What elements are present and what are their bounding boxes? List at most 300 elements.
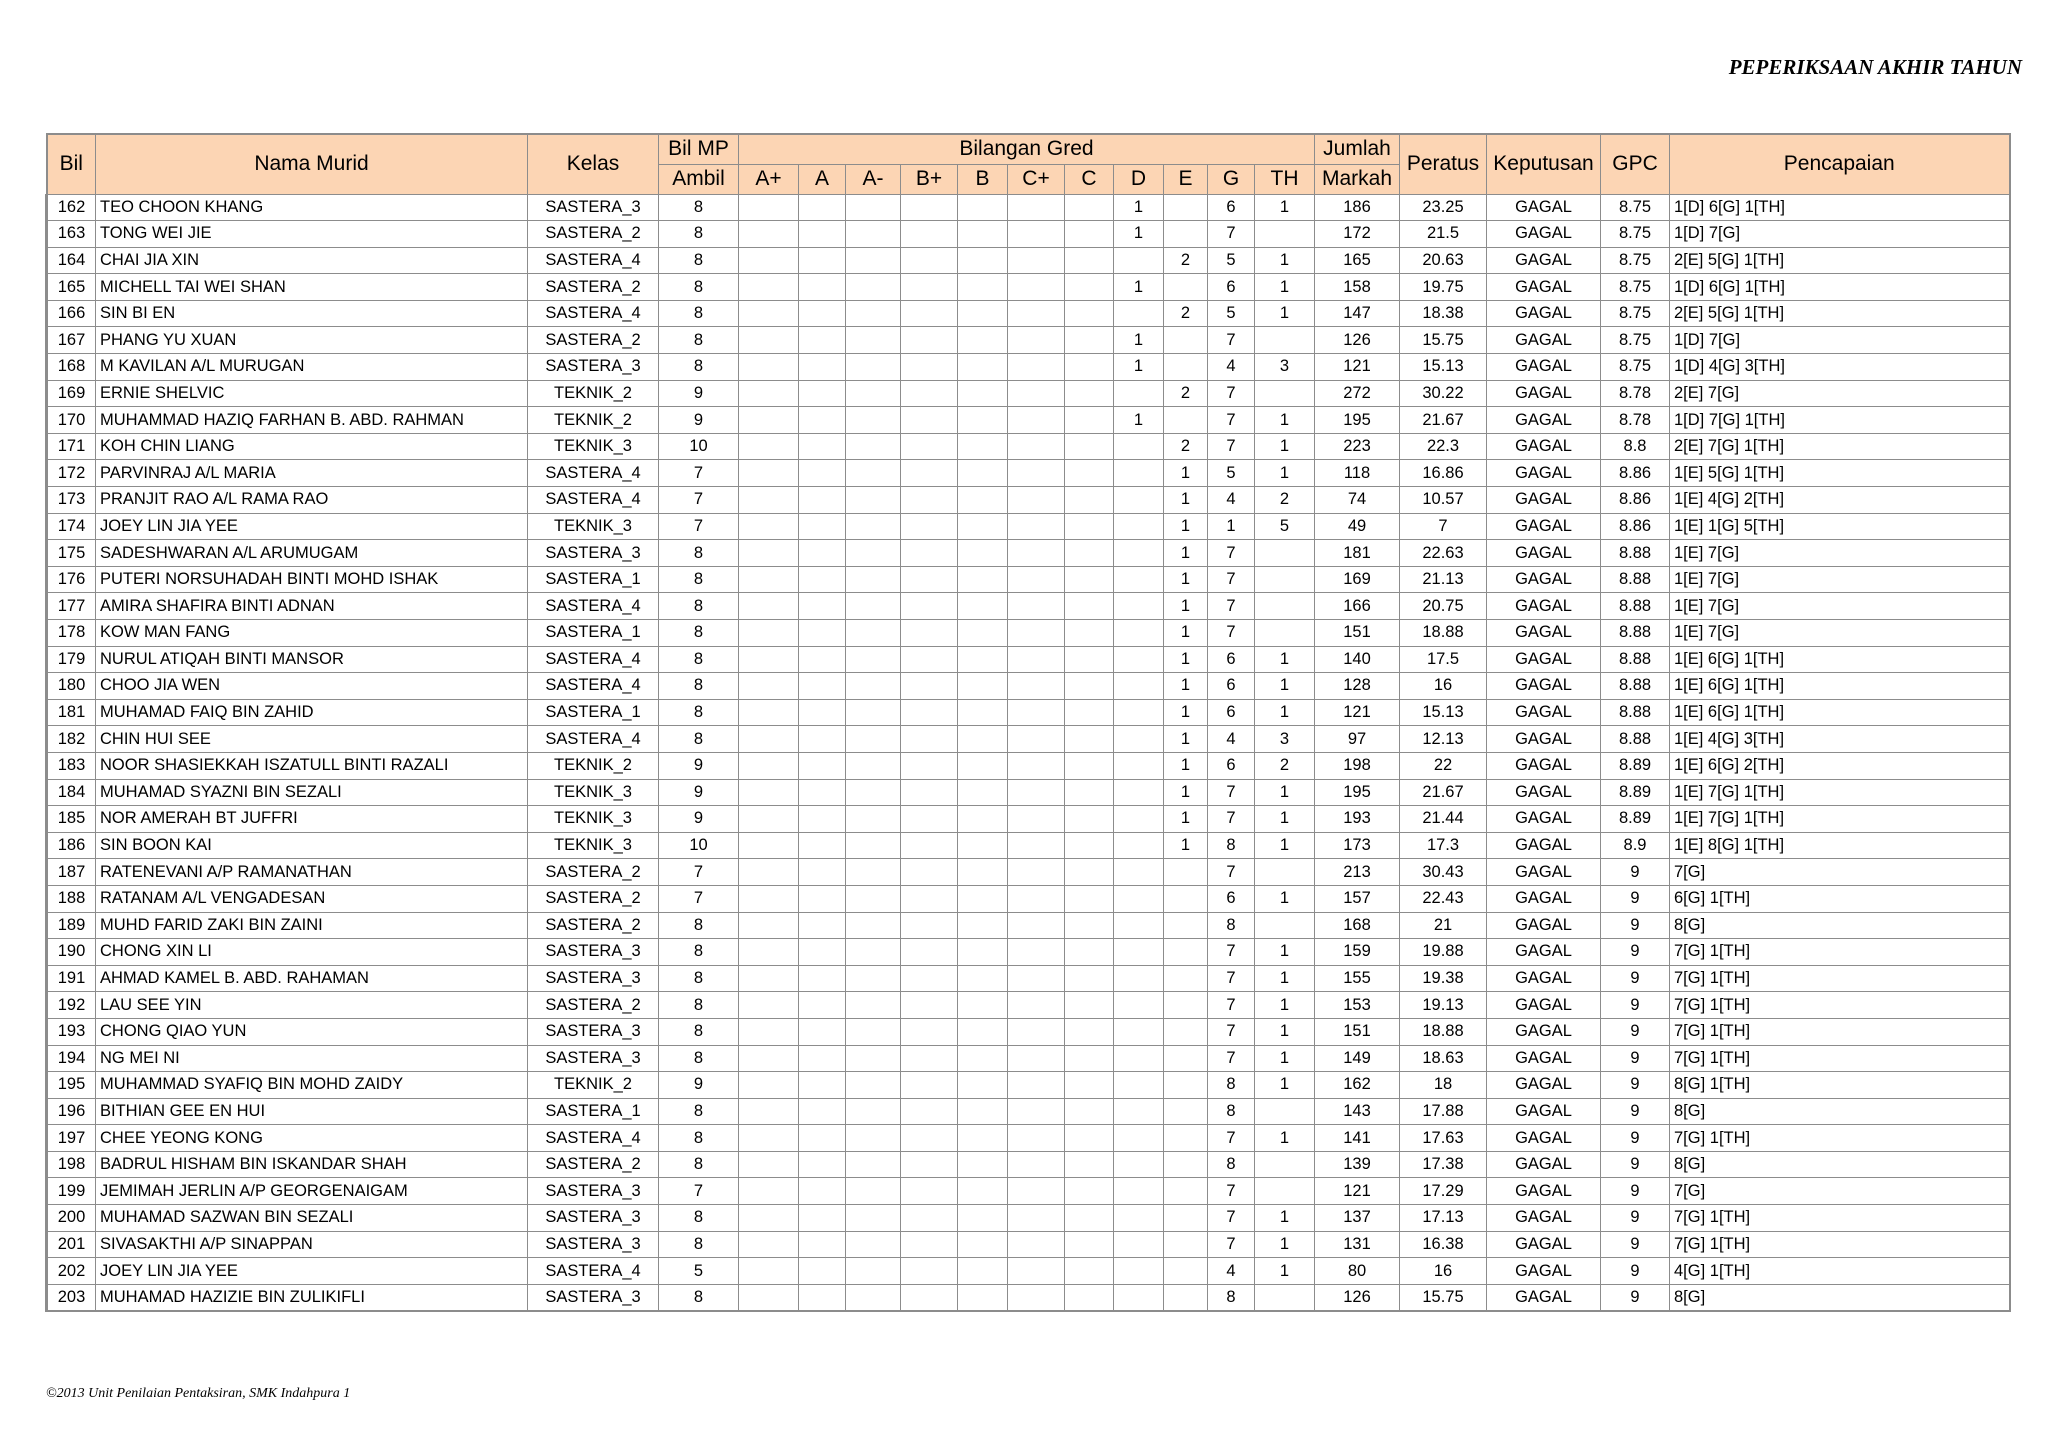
cell-g-c — [1065, 274, 1114, 301]
cell-bilmp: 5 — [659, 1258, 739, 1285]
cell-g-aminus — [846, 1125, 901, 1152]
cell-g-e — [1164, 939, 1208, 966]
cell-peratus: 15.75 — [1400, 327, 1487, 354]
cell-g-d — [1114, 646, 1164, 673]
cell-g-b — [958, 247, 1008, 274]
cell-gpc: 8.86 — [1601, 513, 1670, 540]
cell-peratus: 7 — [1400, 513, 1487, 540]
col-header-bilangan-gred: Bilangan Gred — [739, 134, 1315, 164]
cell-g-cplus — [1008, 699, 1065, 726]
cell-g-aminus — [846, 593, 901, 620]
cell-nama: CHAI JIA XIN — [96, 247, 528, 274]
cell-g-th: 1 — [1255, 779, 1315, 806]
cell-pencapaian: 1[E] 7[G] — [1670, 540, 2010, 567]
cell-g-aminus — [846, 513, 901, 540]
cell-jumlah: 168 — [1315, 912, 1400, 939]
cell-g-g: 7 — [1208, 1231, 1255, 1258]
cell-kelas: SASTERA_2 — [528, 912, 659, 939]
cell-g-e: 1 — [1164, 460, 1208, 487]
cell-g-g: 5 — [1208, 247, 1255, 274]
cell-g-th: 1 — [1255, 300, 1315, 327]
cell-g-cplus — [1008, 300, 1065, 327]
cell-peratus: 10.57 — [1400, 487, 1487, 514]
cell-pencapaian: 1[D] 6[G] 1[TH] — [1670, 194, 2010, 221]
cell-g-e — [1164, 1178, 1208, 1205]
cell-pencapaian: 7[G] 1[TH] — [1670, 992, 2010, 1019]
cell-nama: PUTERI NORSUHADAH BINTI MOHD ISHAK — [96, 566, 528, 593]
cell-nama: SIN BI EN — [96, 300, 528, 327]
cell-keputusan: GAGAL — [1487, 806, 1601, 833]
cell-gpc: 8.89 — [1601, 752, 1670, 779]
cell-bilmp: 8 — [659, 1018, 739, 1045]
cell-g-c — [1065, 407, 1114, 434]
cell-jumlah: 118 — [1315, 460, 1400, 487]
cell-gpc: 8.88 — [1601, 540, 1670, 567]
cell-bil: 190 — [47, 939, 96, 966]
cell-g-e — [1164, 194, 1208, 221]
cell-pencapaian: 1[E] 6[G] 1[TH] — [1670, 699, 2010, 726]
table-row — [47, 726, 2010, 753]
cell-jumlah: 193 — [1315, 806, 1400, 833]
cell-g-cplus — [1008, 620, 1065, 647]
cell-keputusan: GAGAL — [1487, 1178, 1601, 1205]
cell-g-aminus — [846, 327, 901, 354]
cell-g-b — [958, 327, 1008, 354]
cell-pencapaian: 1[E] 4[G] 3[TH] — [1670, 726, 2010, 753]
cell-keputusan: GAGAL — [1487, 752, 1601, 779]
cell-bilmp: 8 — [659, 221, 739, 248]
cell-g-e: 1 — [1164, 779, 1208, 806]
cell-g-aplus — [739, 1072, 799, 1099]
cell-g-g: 7 — [1208, 779, 1255, 806]
cell-g-a — [799, 912, 846, 939]
cell-g-aplus — [739, 354, 799, 381]
cell-peratus: 18.38 — [1400, 300, 1487, 327]
cell-bil: 198 — [47, 1151, 96, 1178]
cell-g-g: 8 — [1208, 1072, 1255, 1099]
cell-g-cplus — [1008, 859, 1065, 886]
cell-g-cplus — [1008, 194, 1065, 221]
cell-g-g: 7 — [1208, 859, 1255, 886]
cell-g-bplus — [901, 487, 958, 514]
cell-pencapaian: 1[E] 4[G] 2[TH] — [1670, 487, 2010, 514]
cell-g-th: 1 — [1255, 407, 1315, 434]
cell-g-d — [1114, 832, 1164, 859]
cell-g-g: 6 — [1208, 646, 1255, 673]
cell-g-aplus — [739, 274, 799, 301]
cell-peratus: 16.38 — [1400, 1231, 1487, 1258]
cell-kelas: SASTERA_4 — [528, 300, 659, 327]
cell-g-e — [1164, 1284, 1208, 1311]
cell-g-cplus — [1008, 752, 1065, 779]
cell-g-b — [958, 513, 1008, 540]
cell-g-aplus — [739, 460, 799, 487]
cell-pencapaian: 1[D] 7[G] — [1670, 327, 2010, 354]
cell-g-c — [1065, 965, 1114, 992]
cell-g-bplus — [901, 221, 958, 248]
cell-keputusan: GAGAL — [1487, 992, 1601, 1019]
cell-kelas: SASTERA_1 — [528, 1098, 659, 1125]
cell-g-a — [799, 726, 846, 753]
cell-nama: MUHAMAD SYAZNI BIN SEZALI — [96, 779, 528, 806]
cell-g-d — [1114, 885, 1164, 912]
cell-pencapaian: 1[E] 7[G] 1[TH] — [1670, 779, 2010, 806]
cell-bilmp: 8 — [659, 646, 739, 673]
col-header-grade: C+ — [1008, 164, 1065, 194]
cell-g-e: 1 — [1164, 673, 1208, 700]
cell-keputusan: GAGAL — [1487, 726, 1601, 753]
cell-nama: AHMAD KAMEL B. ABD. RAHAMAN — [96, 965, 528, 992]
cell-g-aplus — [739, 1018, 799, 1045]
cell-jumlah: 140 — [1315, 646, 1400, 673]
cell-g-d — [1114, 1231, 1164, 1258]
cell-pencapaian: 7[G] 1[TH] — [1670, 1231, 2010, 1258]
cell-gpc: 9 — [1601, 1125, 1670, 1152]
cell-g-aminus — [846, 1284, 901, 1311]
cell-g-d — [1114, 433, 1164, 460]
cell-g-aminus — [846, 354, 901, 381]
cell-jumlah: 137 — [1315, 1205, 1400, 1232]
cell-gpc: 8.88 — [1601, 726, 1670, 753]
cell-keputusan: GAGAL — [1487, 620, 1601, 647]
col-header-peratus: Peratus — [1400, 134, 1487, 194]
cell-g-c — [1065, 300, 1114, 327]
cell-g-g: 7 — [1208, 1178, 1255, 1205]
col-header-grade: G — [1208, 164, 1255, 194]
cell-g-b — [958, 433, 1008, 460]
cell-g-e: 1 — [1164, 699, 1208, 726]
cell-jumlah: 97 — [1315, 726, 1400, 753]
cell-g-e — [1164, 885, 1208, 912]
cell-gpc: 8.75 — [1601, 247, 1670, 274]
cell-g-b — [958, 1072, 1008, 1099]
cell-g-aplus — [739, 407, 799, 434]
cell-g-b — [958, 1258, 1008, 1285]
cell-g-a — [799, 380, 846, 407]
cell-g-cplus — [1008, 1231, 1065, 1258]
cell-keputusan: GAGAL — [1487, 699, 1601, 726]
cell-g-a — [799, 965, 846, 992]
cell-jumlah: 162 — [1315, 1072, 1400, 1099]
cell-bilmp: 8 — [659, 912, 739, 939]
cell-g-cplus — [1008, 912, 1065, 939]
cell-g-d — [1114, 566, 1164, 593]
cell-g-d — [1114, 380, 1164, 407]
cell-g-e: 1 — [1164, 593, 1208, 620]
cell-kelas: SASTERA_3 — [528, 194, 659, 221]
cell-gpc: 8.75 — [1601, 221, 1670, 248]
cell-gpc: 8.8 — [1601, 433, 1670, 460]
cell-jumlah: 80 — [1315, 1258, 1400, 1285]
cell-g-g: 6 — [1208, 752, 1255, 779]
cell-jumlah: 121 — [1315, 354, 1400, 381]
cell-gpc: 8.88 — [1601, 699, 1670, 726]
table-row — [47, 221, 2010, 248]
cell-g-a — [799, 699, 846, 726]
cell-keputusan: GAGAL — [1487, 1045, 1601, 1072]
cell-peratus: 22.43 — [1400, 885, 1487, 912]
cell-g-aminus — [846, 1098, 901, 1125]
cell-g-aminus — [846, 566, 901, 593]
cell-g-b — [958, 1284, 1008, 1311]
cell-g-e — [1164, 912, 1208, 939]
cell-bil: 186 — [47, 832, 96, 859]
cell-keputusan: GAGAL — [1487, 832, 1601, 859]
cell-g-bplus — [901, 593, 958, 620]
cell-g-bplus — [901, 1231, 958, 1258]
table-row — [47, 354, 2010, 381]
table-row — [47, 752, 2010, 779]
cell-jumlah: 153 — [1315, 992, 1400, 1019]
cell-g-th: 1 — [1255, 274, 1315, 301]
cell-g-b — [958, 221, 1008, 248]
cell-g-th: 3 — [1255, 354, 1315, 381]
cell-g-d — [1114, 1072, 1164, 1099]
cell-bilmp: 8 — [659, 540, 739, 567]
cell-jumlah: 157 — [1315, 885, 1400, 912]
cell-keputusan: GAGAL — [1487, 1125, 1601, 1152]
cell-g-bplus — [901, 699, 958, 726]
table-row — [47, 912, 2010, 939]
cell-bilmp: 8 — [659, 1151, 739, 1178]
cell-g-cplus — [1008, 487, 1065, 514]
cell-nama: NG MEI NI — [96, 1045, 528, 1072]
cell-peratus: 20.75 — [1400, 593, 1487, 620]
cell-gpc: 9 — [1601, 1258, 1670, 1285]
table-row — [47, 1205, 2010, 1232]
cell-pencapaian: 2[E] 5[G] 1[TH] — [1670, 300, 2010, 327]
cell-bilmp: 8 — [659, 1045, 739, 1072]
cell-kelas: SASTERA_3 — [528, 965, 659, 992]
cell-bil: 183 — [47, 752, 96, 779]
cell-g-th: 1 — [1255, 1072, 1315, 1099]
cell-bilmp: 8 — [659, 1231, 739, 1258]
cell-bil: 189 — [47, 912, 96, 939]
cell-g-b — [958, 1125, 1008, 1152]
col-header-pencapaian: Pencapaian — [1670, 134, 2010, 194]
cell-nama: BITHIAN GEE EN HUI — [96, 1098, 528, 1125]
cell-nama: MICHELL TAI WEI SHAN — [96, 274, 528, 301]
cell-g-b — [958, 460, 1008, 487]
cell-g-aplus — [739, 1205, 799, 1232]
cell-g-aminus — [846, 832, 901, 859]
cell-g-bplus — [901, 806, 958, 833]
cell-pencapaian: 8[G] — [1670, 1151, 2010, 1178]
cell-nama: PARVINRAJ A/L MARIA — [96, 460, 528, 487]
cell-g-bplus — [901, 939, 958, 966]
cell-nama: NOR AMERAH BT JUFFRI — [96, 806, 528, 833]
cell-g-c — [1065, 380, 1114, 407]
cell-g-b — [958, 1231, 1008, 1258]
cell-g-th: 1 — [1255, 939, 1315, 966]
cell-g-b — [958, 859, 1008, 886]
cell-g-c — [1065, 1258, 1114, 1285]
cell-g-b — [958, 1018, 1008, 1045]
cell-g-e — [1164, 992, 1208, 1019]
cell-gpc: 9 — [1601, 965, 1670, 992]
cell-bil: 195 — [47, 1072, 96, 1099]
cell-kelas: TEKNIK_2 — [528, 752, 659, 779]
cell-kelas: SASTERA_3 — [528, 1178, 659, 1205]
cell-keputusan: GAGAL — [1487, 460, 1601, 487]
cell-g-c — [1065, 620, 1114, 647]
cell-keputusan: GAGAL — [1487, 912, 1601, 939]
cell-g-aminus — [846, 300, 901, 327]
col-header-jumlah: Jumlah — [1315, 134, 1400, 164]
cell-jumlah: 121 — [1315, 699, 1400, 726]
cell-nama: ERNIE SHELVIC — [96, 380, 528, 407]
cell-g-aplus — [739, 540, 799, 567]
cell-peratus: 21.5 — [1400, 221, 1487, 248]
table-row — [47, 1125, 2010, 1152]
cell-g-g: 7 — [1208, 566, 1255, 593]
cell-nama: MUHAMMAD HAZIQ FARHAN B. ABD. RAHMAN — [96, 407, 528, 434]
cell-bil: 177 — [47, 593, 96, 620]
table-row — [47, 487, 2010, 514]
cell-g-th: 1 — [1255, 965, 1315, 992]
cell-bilmp: 8 — [659, 1125, 739, 1152]
cell-kelas: SASTERA_3 — [528, 1045, 659, 1072]
cell-g-aplus — [739, 885, 799, 912]
cell-g-e — [1164, 354, 1208, 381]
cell-g-c — [1065, 992, 1114, 1019]
cell-bilmp: 9 — [659, 407, 739, 434]
cell-g-cplus — [1008, 832, 1065, 859]
cell-nama: BADRUL HISHAM BIN ISKANDAR SHAH — [96, 1151, 528, 1178]
cell-g-aplus — [739, 752, 799, 779]
cell-g-aminus — [846, 699, 901, 726]
cell-gpc: 9 — [1601, 1284, 1670, 1311]
cell-kelas: SASTERA_3 — [528, 540, 659, 567]
cell-bil: 201 — [47, 1231, 96, 1258]
cell-g-a — [799, 832, 846, 859]
table-body — [47, 194, 2010, 1311]
cell-peratus: 18.88 — [1400, 620, 1487, 647]
cell-g-g: 7 — [1208, 221, 1255, 248]
cell-nama: PRANJIT RAO A/L RAMA RAO — [96, 487, 528, 514]
cell-g-aplus — [739, 380, 799, 407]
cell-g-cplus — [1008, 806, 1065, 833]
cell-g-d: 1 — [1114, 221, 1164, 248]
cell-g-a — [799, 540, 846, 567]
cell-kelas: SASTERA_3 — [528, 1284, 659, 1311]
cell-g-cplus — [1008, 1098, 1065, 1125]
col-header-grade: D — [1114, 164, 1164, 194]
cell-keputusan: GAGAL — [1487, 566, 1601, 593]
cell-pencapaian: 7[G] 1[TH] — [1670, 939, 2010, 966]
cell-g-g: 4 — [1208, 487, 1255, 514]
cell-g-aminus — [846, 1045, 901, 1072]
cell-g-aplus — [739, 1151, 799, 1178]
cell-nama: MUHAMAD SAZWAN BIN SEZALI — [96, 1205, 528, 1232]
cell-g-g: 7 — [1208, 380, 1255, 407]
cell-g-bplus — [901, 965, 958, 992]
cell-g-aplus — [739, 513, 799, 540]
cell-g-g: 8 — [1208, 1151, 1255, 1178]
cell-g-c — [1065, 487, 1114, 514]
cell-g-c — [1065, 806, 1114, 833]
cell-g-b — [958, 806, 1008, 833]
cell-g-th: 1 — [1255, 1258, 1315, 1285]
cell-gpc: 8.88 — [1601, 646, 1670, 673]
cell-g-b — [958, 620, 1008, 647]
cell-kelas: SASTERA_2 — [528, 885, 659, 912]
cell-g-d — [1114, 487, 1164, 514]
cell-pencapaian: 1[E] 6[G] 2[TH] — [1670, 752, 2010, 779]
cell-bil: 180 — [47, 673, 96, 700]
col-header-bil: Bil — [47, 134, 96, 194]
cell-pencapaian: 8[G] — [1670, 1284, 2010, 1311]
cell-bil: 188 — [47, 885, 96, 912]
cell-g-th: 1 — [1255, 699, 1315, 726]
cell-pencapaian: 1[E] 1[G] 5[TH] — [1670, 513, 2010, 540]
cell-g-aplus — [739, 912, 799, 939]
cell-nama: SIN BOON KAI — [96, 832, 528, 859]
cell-keputusan: GAGAL — [1487, 965, 1601, 992]
cell-keputusan: GAGAL — [1487, 1018, 1601, 1045]
cell-peratus: 23.25 — [1400, 194, 1487, 221]
cell-kelas: TEKNIK_3 — [528, 513, 659, 540]
cell-g-bplus — [901, 1205, 958, 1232]
cell-peratus: 17.88 — [1400, 1098, 1487, 1125]
col-header-grade: B — [958, 164, 1008, 194]
cell-keputusan: GAGAL — [1487, 487, 1601, 514]
cell-peratus: 22.3 — [1400, 433, 1487, 460]
cell-kelas: SASTERA_3 — [528, 1205, 659, 1232]
cell-g-e — [1164, 1258, 1208, 1285]
cell-gpc: 9 — [1601, 1072, 1670, 1099]
cell-bil: 194 — [47, 1045, 96, 1072]
cell-g-g: 8 — [1208, 1098, 1255, 1125]
col-header-bilmp: Bil MP — [659, 134, 739, 164]
cell-keputusan: GAGAL — [1487, 859, 1601, 886]
cell-g-aplus — [739, 673, 799, 700]
cell-g-g: 8 — [1208, 832, 1255, 859]
cell-bil: 163 — [47, 221, 96, 248]
table-row — [47, 513, 2010, 540]
cell-kelas: SASTERA_2 — [528, 859, 659, 886]
cell-jumlah: 195 — [1315, 407, 1400, 434]
cell-peratus: 22 — [1400, 752, 1487, 779]
cell-g-a — [799, 593, 846, 620]
cell-g-th: 1 — [1255, 1205, 1315, 1232]
cell-g-cplus — [1008, 1045, 1065, 1072]
cell-g-e — [1164, 221, 1208, 248]
table-row — [47, 300, 2010, 327]
cell-bilmp: 8 — [659, 566, 739, 593]
cell-g-d — [1114, 965, 1164, 992]
cell-g-a — [799, 1125, 846, 1152]
cell-gpc: 9 — [1601, 1151, 1670, 1178]
cell-g-bplus — [901, 992, 958, 1019]
cell-g-bplus — [901, 1151, 958, 1178]
cell-g-g: 8 — [1208, 912, 1255, 939]
cell-pencapaian: 7[G] 1[TH] — [1670, 1205, 2010, 1232]
cell-keputusan: GAGAL — [1487, 354, 1601, 381]
footer-copyright: ©2013 Unit Penilaian Pentaksiran, SMK Indahpura 1 — [46, 1386, 351, 1401]
cell-g-e — [1164, 1231, 1208, 1258]
cell-g-b — [958, 939, 1008, 966]
cell-g-c — [1065, 247, 1114, 274]
cell-gpc: 8.88 — [1601, 620, 1670, 647]
cell-g-e: 1 — [1164, 620, 1208, 647]
cell-g-b — [958, 593, 1008, 620]
cell-g-th: 1 — [1255, 1018, 1315, 1045]
cell-g-cplus — [1008, 1178, 1065, 1205]
cell-g-aplus — [739, 1284, 799, 1311]
cell-g-b — [958, 832, 1008, 859]
table-row — [47, 247, 2010, 274]
